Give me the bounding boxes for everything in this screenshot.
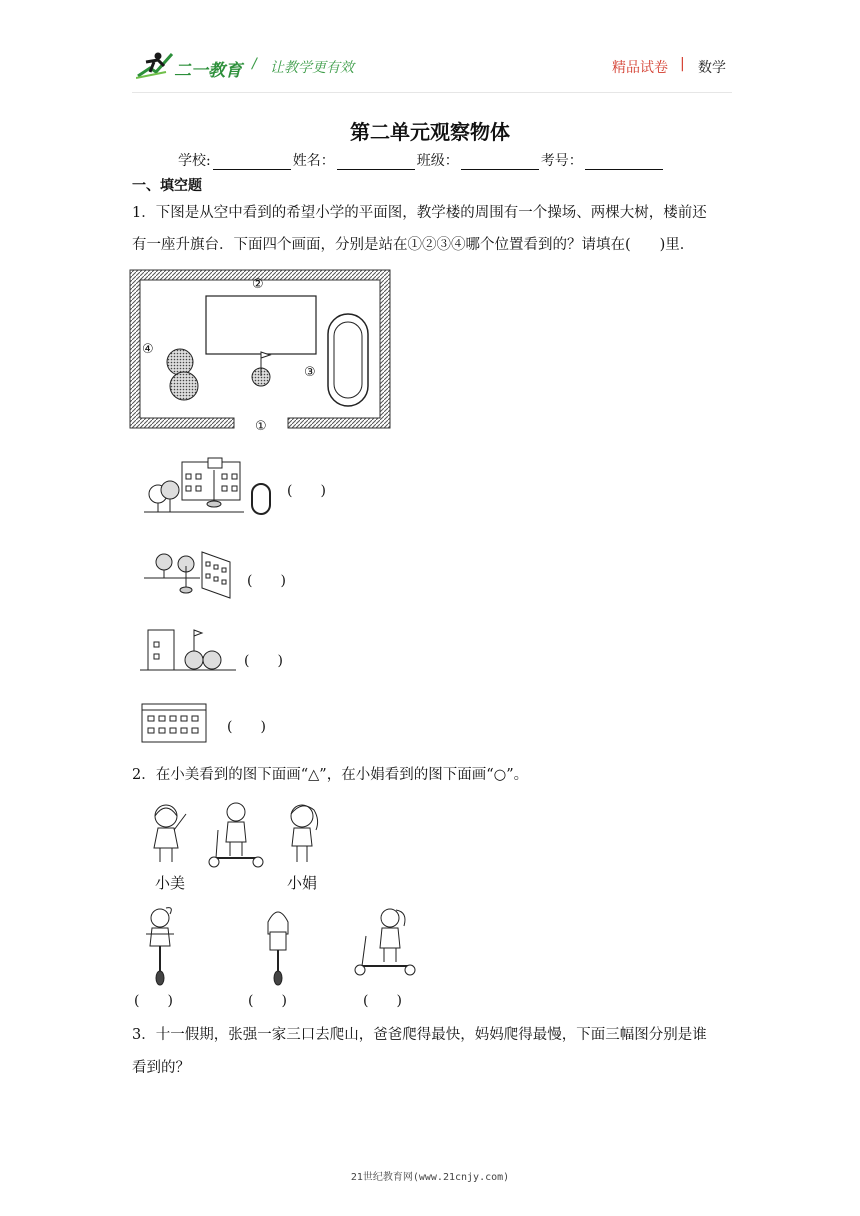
label-xiaojuan: 小娟 [287,874,318,892]
section-heading-fill-blank: 一、填空题 [132,178,202,194]
building-rect [206,296,316,354]
header-tag-quality: 精品试卷 [612,60,668,76]
answer-view-c[interactable]: ( ) [244,653,283,669]
slogan: 让教学更有效 [270,60,354,76]
answer-q2-1[interactable]: ( ) [134,993,173,1009]
view-c-image [140,628,240,678]
header [132,48,732,88]
view-side-scooter [352,904,418,980]
map-label-1: ① [255,419,267,432]
school-field[interactable] [213,155,291,170]
answer-q2-3[interactable]: ( ) [363,993,402,1009]
class-label: 班级： [416,153,459,169]
label-xiaomei: 小美 [155,874,186,892]
answer-q2-2[interactable]: ( ) [248,993,287,1009]
answer-view-b[interactable]: ( ) [247,573,286,589]
page-title: 第二单元观察物体 [350,120,510,144]
header-divider: | [680,56,685,72]
name-label: 姓名： [292,153,335,169]
view-d-image [140,700,210,746]
name-field[interactable] [337,155,415,170]
school-label: 学校: [178,153,211,169]
view-front-scooter [140,904,180,986]
brand-name: 二一教育 [174,61,242,81]
girl-xiaojuan-figure [280,800,328,866]
view-b-image [140,548,240,602]
exam-no-label: 考号： [540,153,583,169]
map-label-3: ③ [304,365,316,380]
tree-1 [167,349,193,375]
header-rule [132,92,732,93]
girl-on-scooter-figure [204,800,268,870]
map-label-4: ④ [142,342,154,357]
question-3-line-2: 看到的？ [132,1060,190,1076]
tree-2 [170,372,198,400]
map-label-2: ② [252,277,264,292]
exam-no-field[interactable] [585,155,663,170]
view-a-image [144,456,284,520]
track-oval-inner [334,322,362,398]
answer-view-d[interactable]: ( ) [227,719,266,735]
view-back-scooter [258,904,298,986]
question-3-line-1: 3．十一假期，张强一家三口去爬山，爸爸爬得最快，妈妈爬得最慢，下面三幅图分别是谁 [132,1027,707,1043]
page-footer: 21世纪教育网(www.21cnjy.com) [350,1172,510,1183]
answer-view-a[interactable]: ( ) [287,483,326,499]
question-2-text: 2．在小美看到的图下面画“△”，在小娟看到的图下面画“○”。 [132,767,529,783]
student-info-fields [178,150,665,170]
school-plan-map [128,268,392,432]
girl-xiaomei-figure [144,800,192,866]
class-field[interactable] [461,155,539,170]
header-tag-subject: 数学 [698,60,726,76]
question-1-line-1: 1．下图是从空中看到的希望小学的平面图，教学楼的周围有一个操场、两棵大树，楼前还 [132,205,707,221]
slogan-separator: / [252,56,257,72]
question-1-line-2: 有一座升旗台．下面四个画面，分别是站在①②③④哪个位置看到的？请填在( )里． [132,237,695,253]
runner-logo-icon [136,50,174,80]
